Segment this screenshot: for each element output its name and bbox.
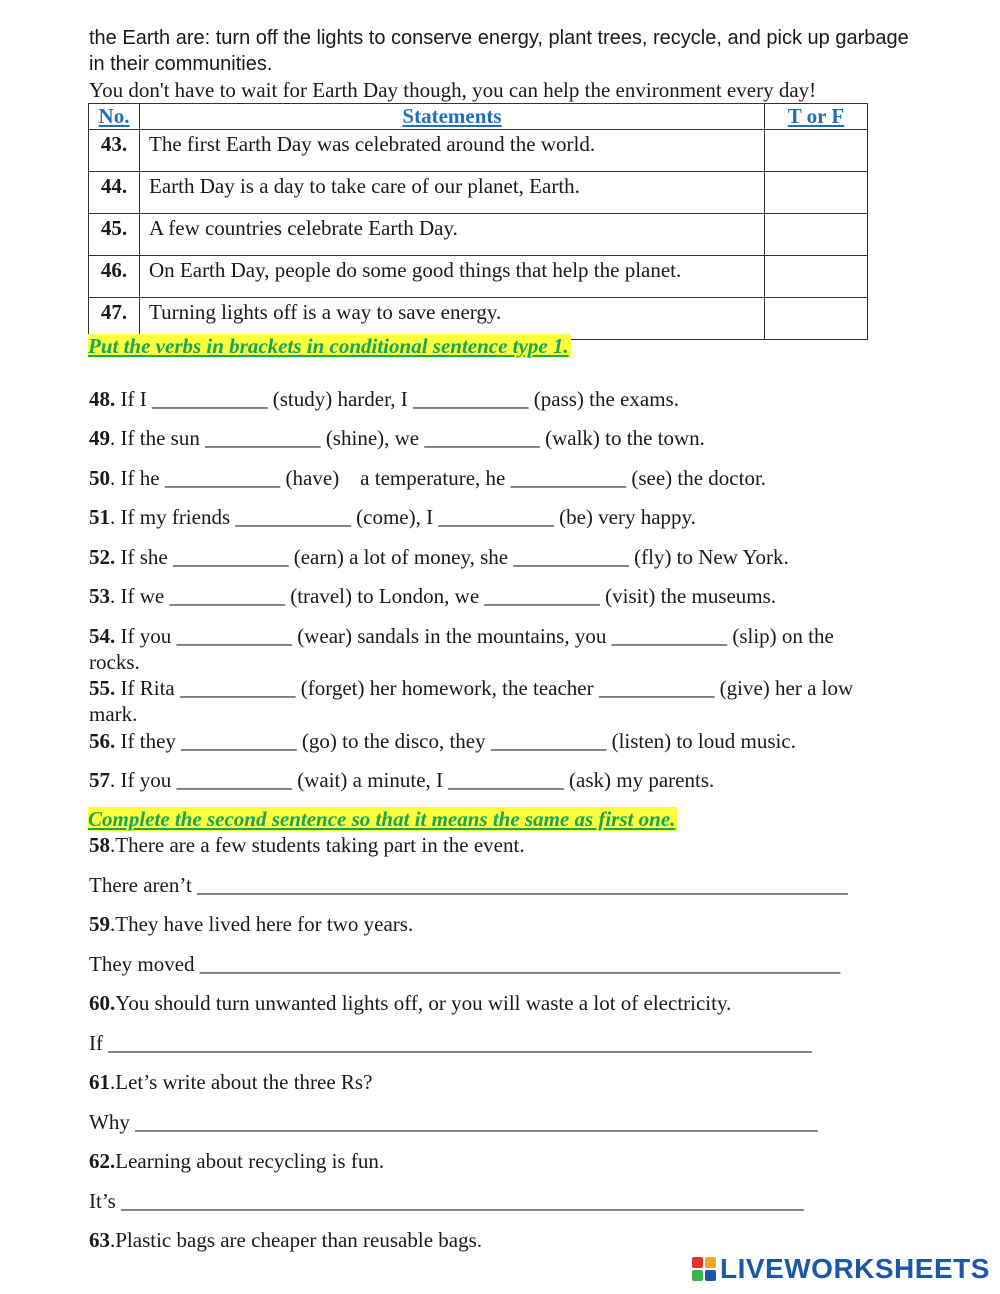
- item-number: 55.: [89, 676, 116, 700]
- item-text: .Let’s write about the three Rs?: [110, 1070, 373, 1094]
- exercise-item: [89, 728, 796, 754]
- exercise-item: [89, 465, 766, 491]
- rewrite-answer-line[interactable]: Why _________________________________________________________________: [89, 1110, 818, 1134]
- table-row: [89, 214, 868, 256]
- rewrite-answer-line[interactable]: If ___________________________________________________________________: [89, 1031, 812, 1055]
- item-number: 49: [89, 426, 110, 450]
- item-number: 52.: [89, 545, 116, 569]
- liveworksheets-logo: [692, 1252, 990, 1286]
- item-number: 50: [89, 466, 110, 490]
- exercise-item: [89, 623, 834, 649]
- item-number: 53: [89, 584, 110, 608]
- item-text[interactable]: . If he ___________ (have) a temperature, he ___________ (see) the doctor.: [110, 466, 767, 490]
- rewrite-answer-line[interactable]: There aren’t ______________________________________________________________: [89, 873, 849, 897]
- exercise-item: [89, 583, 776, 609]
- answer-cell[interactable]: [765, 214, 868, 256]
- item-text[interactable]: If Rita ___________ (forget) her homework, the teacher ___________ (give) her a low: [115, 676, 854, 700]
- item-text[interactable]: If you ___________ (wear) sandals in the mountains, you ___________ (slip) on the: [115, 624, 834, 648]
- item-text: .They have lived here for two years.: [110, 912, 414, 936]
- exercise-item: [89, 386, 679, 412]
- answer-cell[interactable]: [765, 130, 868, 172]
- rewrite-prompt: [89, 1227, 482, 1253]
- item-text: .Plastic bags are cheaper than reusable bags.: [110, 1228, 483, 1252]
- table-row: [89, 256, 868, 298]
- item-number: 63: [89, 1228, 110, 1252]
- item-number: 56.: [89, 729, 116, 753]
- exercise-item: [89, 425, 705, 451]
- row-number: 44.: [89, 172, 140, 214]
- header-t-or-f: T or F: [765, 104, 868, 130]
- item-continuation: rocks.: [89, 650, 140, 674]
- liveworksheets-icon: [692, 1257, 716, 1281]
- item-text[interactable]: . If we ___________ (travel) to London, we ___________ (visit) the museums.: [110, 584, 777, 608]
- item-text[interactable]: . If my friends ___________ (come), I ___________ (be) very happy.: [110, 505, 696, 529]
- answer-cell[interactable]: [765, 256, 868, 298]
- table-row: [89, 172, 868, 214]
- intro-line-1: the Earth are: turn off the lights to conserve energy, plant trees, recycle, and pick up garbage: [89, 27, 909, 49]
- table-row: [89, 130, 868, 172]
- item-text[interactable]: If she ___________ (earn) a lot of money, she ___________ (fly) to New York.: [115, 545, 789, 569]
- row-statement: Earth Day is a day to take care of our planet, Earth.: [140, 172, 765, 214]
- row-statement: A few countries celebrate Earth Day.: [140, 214, 765, 256]
- header-statements: Statements: [140, 104, 765, 130]
- item-number: 59: [89, 912, 110, 936]
- item-number: 54.: [89, 624, 116, 648]
- row-statement: On Earth Day, people do some good things that help the planet.: [140, 256, 765, 298]
- true-false-table: [88, 103, 868, 340]
- row-number: 43.: [89, 130, 140, 172]
- exercise-item: [89, 544, 789, 570]
- item-number: 62.: [89, 1149, 116, 1173]
- exercise-item: [89, 675, 853, 701]
- item-number: 57: [89, 768, 110, 792]
- row-number: 47.: [89, 298, 140, 340]
- row-number: 45.: [89, 214, 140, 256]
- table-header-row: [89, 104, 868, 130]
- item-text[interactable]: . If you ___________ (wait) a minute, I ___________ (ask) my parents.: [110, 768, 715, 792]
- row-statement: The first Earth Day was celebrated around the world.: [140, 130, 765, 172]
- item-text: Learning about recycling is fun.: [115, 1149, 385, 1173]
- exercise-item: [89, 504, 696, 530]
- liveworksheets-wordmark: LIVEWORKSHEETS: [720, 1253, 990, 1284]
- row-statement: Turning lights off is a way to save energy.: [140, 298, 765, 340]
- rewrite-prompt: [89, 1069, 372, 1095]
- answer-cell[interactable]: [765, 172, 868, 214]
- rewrite-answer-line[interactable]: It’s _________________________________________________________________: [89, 1189, 804, 1213]
- item-number: 48.: [89, 387, 116, 411]
- header-no: No.: [89, 104, 140, 130]
- item-text: You should turn unwanted lights off, or you will waste a lot of electricity.: [115, 991, 732, 1015]
- row-number: 46.: [89, 256, 140, 298]
- item-text: .There are a few students taking part in the event.: [110, 833, 525, 857]
- section2-instruction: Complete the second sentence so that it means the same as first one.: [88, 807, 676, 831]
- intro-line-2: in their communities.: [89, 53, 273, 75]
- answer-cell[interactable]: [765, 298, 868, 340]
- exercise-item: [89, 767, 714, 793]
- rewrite-prompt: [89, 832, 525, 858]
- item-number: 51: [89, 505, 110, 529]
- item-text[interactable]: . If the sun ___________ (shine), we ___________ (walk) to the town.: [110, 426, 705, 450]
- rewrite-answer-line[interactable]: They moved _____________________________________________________________: [89, 952, 841, 976]
- section1-instruction: Put the verbs in brackets in conditional sentence type 1.: [88, 334, 569, 358]
- rewrite-prompt: [89, 990, 731, 1016]
- item-number: 58: [89, 833, 110, 857]
- item-continuation: mark.: [89, 702, 138, 726]
- intro-line-3: You don't have to wait for Earth Day though, you can help the environment every day!: [89, 78, 817, 102]
- item-number: 61: [89, 1070, 110, 1094]
- item-text[interactable]: If they ___________ (go) to the disco, they ___________ (listen) to loud music.: [115, 729, 796, 753]
- rewrite-prompt: [89, 911, 413, 937]
- rewrite-prompt: [89, 1148, 384, 1174]
- item-text[interactable]: If I ___________ (study) harder, I ___________ (pass) the exams.: [115, 387, 679, 411]
- item-number: 60.: [89, 991, 116, 1015]
